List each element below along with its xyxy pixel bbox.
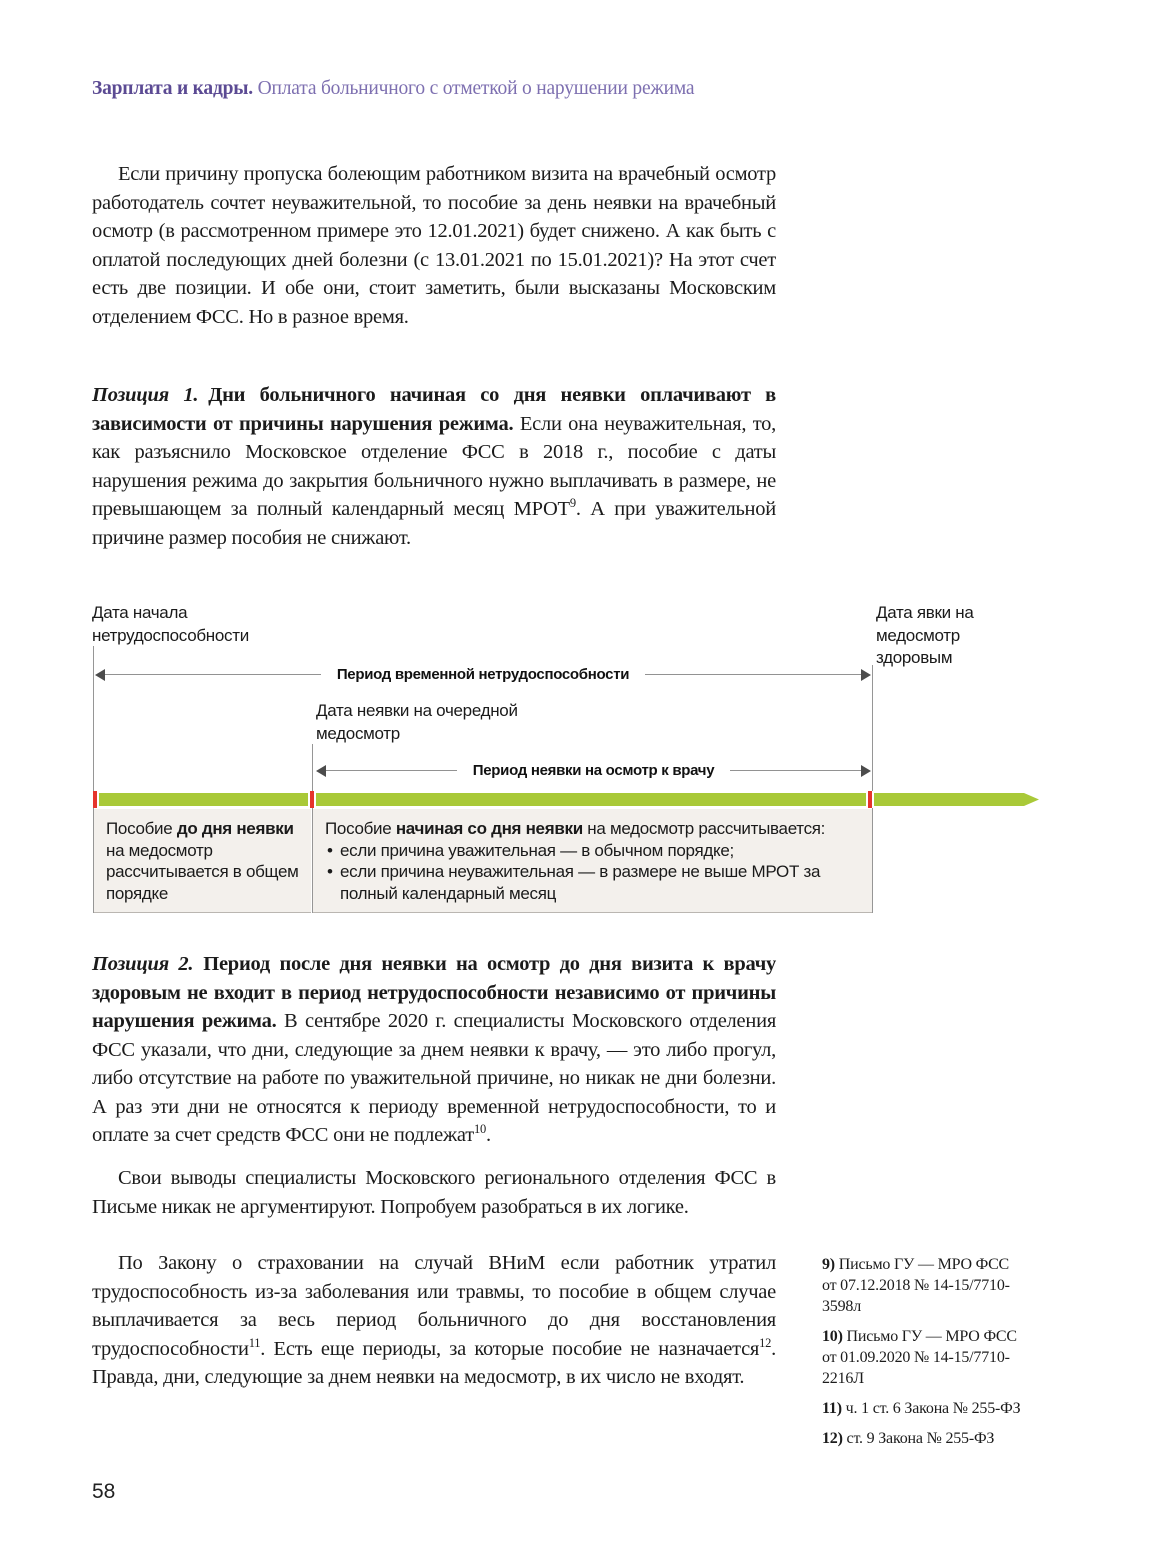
benefit-after-prefix: Пособие: [325, 819, 396, 838]
section-title: Зарплата и кадры.: [92, 78, 253, 99]
arrow-period-incapacity-label: Период временной нетрудоспособности: [336, 666, 630, 683]
footnote-ref-10: 10: [473, 1122, 486, 1137]
benefit-before-bold: до дня неявки: [176, 819, 294, 838]
arrow-period-no-show: [316, 762, 871, 779]
paragraph-conclusion: [92, 1164, 776, 1221]
benefit-after-bold: начиная со дня неявки: [395, 819, 583, 838]
position-1-label: Позиция 1.: [92, 384, 199, 406]
position-1-thesis: Дни больничного начиная со дня неявки оплачивают в зависимости от причины нарушения режима.: [92, 384, 776, 435]
footnote-number: 10): [822, 1328, 843, 1345]
arrow-line: [645, 674, 861, 675]
position-2-text-end: .: [485, 1124, 491, 1146]
arrow-line: [326, 770, 457, 771]
arrow-line: [105, 674, 321, 675]
footnote-text: Письмо ГУ — МРО ФСС от 07.12.2018 № 14-15/7710-3598л: [822, 1256, 1010, 1315]
timeline-vline-end: [872, 665, 873, 913]
timeline-green-bar: [93, 793, 1039, 806]
footnote-ref-12: 12: [759, 1335, 772, 1350]
arrowhead-left-icon: [316, 765, 326, 777]
arrowhead-right-icon: [861, 765, 871, 777]
benefit-after-bullet-1: • если причина уважительная — в обычном порядке;: [325, 840, 860, 862]
conclusion-text: Свои выводы специалисты Московского регионального отделения ФСС в Письме никак не аргументируют. Попробуем разобраться в их логике.: [92, 1167, 776, 1218]
footnote-text: ст. 9 Закона № 255-ФЗ: [846, 1430, 995, 1447]
benefit-before-rest: на медосмотр рассчитывается в общем порядке: [106, 840, 299, 903]
arrowhead-left-icon: [95, 669, 105, 681]
law-text-2: . Есть еще периоды, за которые пособие не назначается: [260, 1337, 760, 1360]
law-text-1: По Закону о страховании на случай ВНиМ если работник утратил трудоспособность из-за заболевания или травмы, то пособие в общем случае выплачивается за весь период больничного до дня восстановления трудоспособности: [92, 1252, 776, 1360]
paragraph-position-1: [92, 381, 776, 552]
timeline-red-tick-start: [93, 791, 97, 808]
footnote-text: ч. 1 ст. 6 Закона № 255-ФЗ: [845, 1400, 1021, 1417]
footnote-number: 12): [822, 1430, 843, 1447]
article-title: Оплата больничного с отметкой о нарушении режима: [257, 78, 695, 99]
running-head: [92, 78, 694, 100]
timeline-red-tick-end: [868, 791, 872, 808]
benefit-after-rest: на медосмотр рассчитывается:: [582, 819, 826, 838]
paragraph-law: [92, 1249, 776, 1392]
arrow-period-no-show-label: Период неявки на осмотр к врачу: [472, 762, 715, 779]
benefit-after-title: [325, 818, 860, 840]
arrow-line: [730, 770, 861, 771]
law-text-3: . Правда, дни, следующие за днем неявки на медосмотр, в их число не входят.: [92, 1337, 776, 1388]
intro-text: Если причину пропуска болеющим работником визита на врачебный осмотр работодатель сочтет неуважительной, то пособие за день неявки на врачебный осмотр (в рассмотренном примере это 12.01.2021) будет снижено. А как быть с оплатой последующих дней болезни (с 13.01.2021 по 15.01.2021)? На этот счет есть две позиции. И обе они, стоит заметить, были высказаны Московским отделением ФСС. Но в разное время.: [92, 163, 776, 328]
footnote-text: Письмо ГУ — МРО ФСС от 01.09.2020 № 14-15/7710-2216Л: [822, 1328, 1017, 1387]
footnote-ref-9: 9: [569, 496, 576, 511]
footnote-11: [822, 1398, 1022, 1419]
footnote-number: 11): [822, 1400, 842, 1417]
arrowhead-right-icon: [861, 669, 871, 681]
position-2-text: В сентябре 2020 г. специалисты Московского отделения ФСС указали, что дни, следующие за днем неявки к врачу, — это либо прогул, либо отсутствие на работе по уважительной причине, но никак не дни болезни. А раз эти дни не относятся к периоду временной нетрудоспособности, то и оплате за счет средств ФСС они не подлежат: [92, 1010, 777, 1146]
timeline-label-start: Дата начала нетрудоспособности: [92, 603, 249, 645]
footnote-12: [822, 1428, 1022, 1449]
position-1-text-end: . А при уважительной причине размер пособия не снижают.: [92, 498, 777, 549]
footnote-number: 9): [822, 1256, 835, 1273]
timeline-red-tick-missed-visit: [310, 791, 314, 808]
footnote-9: [822, 1254, 1022, 1317]
paragraph-position-2: [92, 950, 776, 1150]
page-number: 58: [92, 1480, 116, 1503]
footnotes-column: [822, 1254, 1022, 1458]
timeline-label-end: Дата явки на медосмотр здоровым: [876, 603, 974, 667]
timeline-label-missed-visit: Дата неявки на очередной медосмотр: [316, 701, 518, 743]
benefit-before-prefix: Пособие: [106, 819, 177, 838]
footnote-10: [822, 1326, 1022, 1389]
footnote-ref-11: 11: [248, 1335, 261, 1350]
arrow-period-incapacity: [95, 666, 871, 683]
paragraph-intro: [92, 160, 776, 331]
position-2-label: Позиция 2.: [92, 953, 194, 975]
benefit-after-box: [313, 809, 872, 913]
benefit-before-box: [94, 809, 311, 913]
benefit-after-bullet-2: • если причина неуважительная — в размере не выше МРОТ за полный календарный месяц: [325, 861, 860, 904]
position-1-text: Если она неуважительная, то, как разъяснило Московское отделение ФСС в 2018 г., пособие с даты нарушения режима до закрытия больничного нужно выплачивать в размере, не превышающем за полный календарный месяц МРОТ: [92, 412, 777, 520]
position-2-thesis: Период после дня неявки на осмотр до дня визита к врачу здоровым не входит в период нетрудоспособности независимо от причины нарушения режима.: [92, 953, 776, 1032]
